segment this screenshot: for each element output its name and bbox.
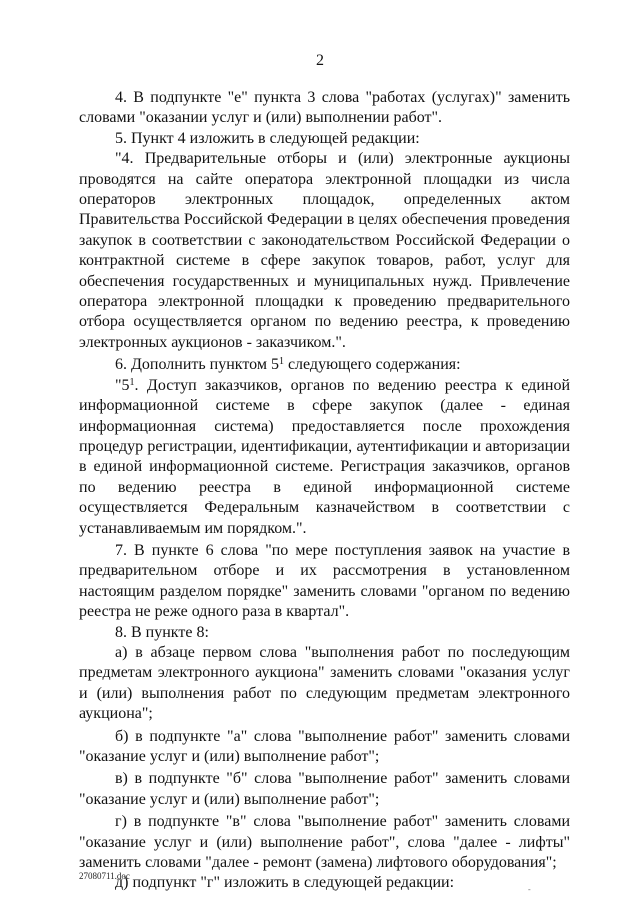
corner-mark: - [528,885,531,894]
paragraph-5: 5. Пункт 4 изложить в следующей редакции: [115,129,420,147]
paragraph-7: 7. В пункте 6 слова "по мере поступления заявок на участие в предварительном отборе и их рассмотрения в установленном настоящим разделом порядке" заменить словами "органом по ведению реестра не реже одного раза в квартал". [79,541,570,621]
footer-filename: 27080711.doc [79,871,130,881]
paragraph-6-end: следующего содержания: [283,356,461,374]
superscript-1: 1 [129,376,135,388]
paragraph-8v: в) в подпункте "б" слова "выполнение работ" заменить словами "оказание услуг и (или) выполнение работ"; [79,770,570,808]
superscript-1: 1 [278,356,284,368]
paragraph-5-text: "4. Предварительные отборы и (или) электронные аукционы проводятся на сайте оператора электронной площадки из числа операторов электронных площадок, определенных актом Правительства Российской Федерации в целях обеспечения проведения закупок в соответствии с законодательством Российской Федерации о контрактной системе в сфере закупок товаров, работ, услуг для обеспечения государственных и муниципальных нужд. Привлечение оператора электронной площадки к проведению предварительного отбора осуществляется органом по ведению реестра, к проведению электронных аукционов - заказчиком.". [79,150,570,351]
page-number: 2 [316,52,324,69]
paragraph-6-text [79,376,570,539]
paragraph-6-text-end: . Доступ заказчиков, органов по ведению реестра к единой информационной системе в сфере закупок (далее - единая информационная система) предоставляется после прохождения процедур регистрации, идентификации, аутентификации и авторизации в единой информационной системе. Регистрация заказчиков, органов по ведению реестра в единой информационной системе осуществляется Федеральным казначейством в соответствии с устанавливаемым им порядком.". [79,376,570,537]
paragraph-8g: г) в подпункте "в" слова "выполнение работ" заменить словами "оказание услуг и (или) выполнение работ", слова "далее - лифты" заменить словами "далее - ремонт (замена) лифтового оборудования"; [79,813,570,872]
paragraph-4: 4. В подпункте "е" пункта 3 слова "работах (услугах)" заменить словами "оказании услуг и (или) выполнении работ". [79,89,570,127]
paragraph-8d: д) подпункт "г" изложить в следующей редакции: [115,874,455,892]
paragraph-8: 8. В пункте 8: [115,623,209,641]
paragraph-8b: б) в подпункте "а" слова "выполнение работ" заменить словами "оказание услуг и (или) выполнение работ"; [79,727,570,765]
paragraph-6-start: 6. Дополнить пунктом 5 [115,356,279,374]
document-body [79,88,570,894]
paragraph-6 [79,355,570,375]
paragraph-6-text-start: "5 [115,376,130,394]
paragraph-8a: а) в абзаце первом слова "выполнения работ по последующим предметам электронного аукциона" заменить словами "оказания услуг и (или) выполнения работ по следующим предметам электронного аукциона"; [79,643,570,723]
